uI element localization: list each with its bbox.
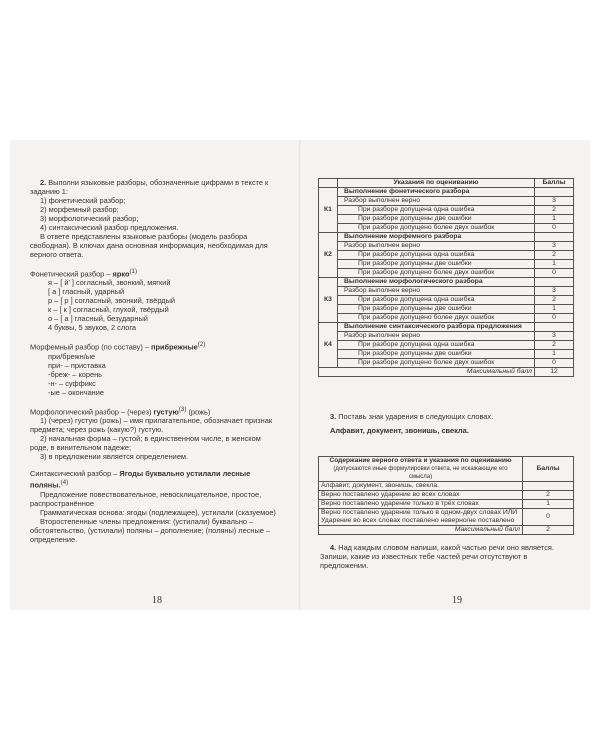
score-points: 0 [523, 509, 574, 526]
task2-heading [30, 178, 280, 196]
phonetic-line: о – [ а ] гласный, безударный [48, 314, 148, 324]
synt-line: Предложение повествовательное, невосклицательное, простое, распространённое [30, 489, 262, 508]
score-row [319, 359, 574, 368]
morph-label: Морфологический разбор – (через) [30, 407, 154, 417]
score-row [319, 287, 574, 296]
score-description: При разборе допущены две ошибки [338, 260, 535, 269]
left-column [30, 178, 280, 544]
task3-words: Алфавит, документ, звонишь, свекла. [330, 426, 469, 435]
header3-points: Баллы [523, 457, 574, 482]
score-row [319, 269, 574, 278]
synt-sentence: Ягоды буквально устилали лесные поляны. [30, 469, 251, 490]
score-description: При разборе допущена одна ошибка [338, 296, 535, 305]
score-description: Разбор выполнен верно [338, 287, 535, 296]
task2-number: 2. [40, 178, 47, 187]
score-points: 2 [535, 341, 574, 350]
page-number-right: 19 [452, 595, 462, 606]
score-points: 1 [535, 350, 574, 359]
score-points: 0 [535, 269, 574, 278]
criteria-table3-body [319, 482, 574, 535]
score-points: 2 [535, 296, 574, 305]
task2-items [30, 196, 280, 232]
phonetic-line: 4 буквы, 5 звуков, 2 слога [48, 323, 136, 333]
task4-text [320, 543, 574, 570]
criteria-table3-header [319, 457, 574, 482]
morph-tail: (рожь) [186, 407, 211, 417]
score-description: При разборе допущена одна ошибка [338, 251, 535, 260]
morphemic-heading [30, 340, 280, 351]
phonetic-word: ярко [112, 269, 130, 279]
criterion-row [319, 233, 574, 242]
synt-line: Грамматическая основа: ягоды (подлежащее), устилали (сказуемое) [40, 507, 276, 517]
synt-lines [30, 490, 280, 544]
score-points: 3 [535, 242, 574, 251]
score-row [319, 224, 574, 233]
score-row [319, 314, 574, 323]
score-description: При разборе допущена одна ошибка [338, 341, 535, 350]
morph-line: 3) в предложении является определением. [40, 452, 189, 462]
morph-line: 2) начальная форма – густой; в единственном числе, в женском роде, в винительном падеже; [30, 434, 261, 453]
criterion-points-empty [535, 188, 574, 197]
score-description: Разбор выполнен верно [338, 197, 535, 206]
header3-content [319, 457, 523, 482]
phonetic-line: я – [ й' ] согласный, звонкий, мягкий [48, 278, 171, 288]
score-points: 3 [535, 197, 574, 206]
score-row [319, 305, 574, 314]
score-points: 0 [535, 359, 574, 368]
score-description: Верно поставлено ударение только в трёх словах [319, 500, 523, 509]
header-points: Баллы [535, 179, 574, 188]
morph-line: 1) (через) густую (рожь) – имя прилагательное, обозначает признак предмета; через рожь (какую?) густую. [30, 416, 273, 435]
score-description: При разборе допущено более двух ошибок [338, 224, 535, 233]
score-points: 2 [535, 206, 574, 215]
morphemic-line: -ые – окончание [48, 387, 105, 397]
phonetic-sup: (1) [129, 268, 137, 275]
phonetic-label: Фонетический разбор – [30, 269, 113, 279]
criteria-table-body [319, 188, 574, 377]
header3-sub: (допускаются иные формулировки ответа, не искажающие его смысла) [333, 466, 508, 480]
score-row [319, 251, 574, 260]
morph-sup: (3) [178, 405, 187, 413]
task3-block [320, 412, 574, 435]
phonetic-line: к – [ к ] согласный, глухой, твёрдый [48, 305, 169, 315]
score-row [319, 500, 574, 509]
synt-line: Второстепенные члены предложения: (устилали) буквально – обстоятельство, (устилали) поляны – дополнение; (поляны) лесные – определение. [30, 516, 271, 544]
task3-heading [320, 412, 574, 421]
task2-item: 4) синтаксический разбор предложения. [40, 223, 179, 232]
max-score-row [319, 526, 574, 535]
score-row [319, 350, 574, 359]
task4-block [320, 543, 574, 570]
criterion-title: Выполнение морфологического разбора [338, 278, 535, 287]
synt-sup: (4) [60, 479, 69, 487]
score-points: 2 [523, 491, 574, 500]
task2-note: В ответе представлены языковые разборы (модель разбора свободная). В ключах дана основная информация, необходимая для верного ответа. [30, 232, 268, 259]
score-row [319, 260, 574, 269]
score-row [319, 206, 574, 215]
score-description: При разборе допущены две ошибки [338, 215, 535, 224]
morphemic-word: прибрежные [151, 342, 198, 352]
morphemic-line: при- – приставка [48, 360, 106, 370]
score-description: Разбор выполнен верно [338, 242, 535, 251]
score-description: При разборе допущены две ошибки [338, 305, 535, 314]
task2-text: Выполни языковые разборы, обозначенные цифрами в тексте к заданию 1: [30, 178, 269, 196]
score-description: При разборе допущены две ошибки [338, 350, 535, 359]
left-page [10, 140, 300, 610]
score-points: 3 [535, 287, 574, 296]
right-page [300, 140, 590, 610]
score-description: При разборе допущено более двух ошибок [338, 269, 535, 278]
task2-item: 1) фонетический разбор; [40, 196, 126, 205]
task2-item: 3) морфологический разбор; [40, 214, 139, 223]
morphemic-sup: (2) [197, 341, 206, 349]
score-points: 2 [535, 251, 574, 260]
score-description: При разборе допущена одна ошибка [338, 206, 535, 215]
morphemic-line: -бреж- – корень [48, 369, 103, 379]
score-row [319, 215, 574, 224]
synt-heading [30, 469, 280, 489]
criteria-table-task3 [318, 456, 574, 535]
morphemic-lines [30, 352, 280, 397]
criterion-code: К1 [319, 188, 338, 233]
task4-number: 4. [330, 543, 337, 552]
task4-body: Над каждым словом напиши, какой частью речи оно является. Запиши, какие из известных тебе частей речи отсутствуют в предложении. [320, 543, 554, 570]
max-score-row [319, 368, 574, 377]
criteria-table-task2 [318, 178, 574, 377]
score-description: Разбор выполнен верно [338, 332, 535, 341]
morph-word: густую [153, 407, 179, 417]
morph-heading [30, 405, 280, 416]
score-description: Верно поставлено ударение только в одном-двух словах ИЛИ Ударение во всех словах поставлено неверно/не поставлено [319, 509, 523, 526]
max-score-label: Максимальный балл [319, 526, 523, 535]
phonetic-line: р – [ р ] согласный, звонкий, твёрдый [48, 296, 176, 306]
criteria-table-header [319, 179, 574, 188]
header3-main: Содержание верного ответа и указания по оцениванию [329, 457, 512, 464]
criterion-points-empty [535, 278, 574, 287]
criterion-title: Выполнение синтаксического разбора предложения [338, 323, 535, 332]
morph-lines [30, 416, 280, 461]
morphemic-line: -н- – суффикс [48, 378, 96, 388]
criterion-row [319, 188, 574, 197]
score-description: Верно поставлено ударение во всех словах [319, 491, 523, 500]
score-points: 1 [535, 215, 574, 224]
score-row [319, 296, 574, 305]
book-spread [10, 140, 590, 610]
score-row [319, 197, 574, 206]
phonetic-lines [30, 278, 280, 332]
criterion-title: Выполнение фонетического разбора [338, 188, 535, 197]
header-criteria: Указания по оцениванию [338, 179, 535, 188]
score-points: 0 [535, 224, 574, 233]
criterion-code: К2 [319, 233, 338, 278]
criterion-title: Выполнение морфемного разбора [338, 233, 535, 242]
score-points: 0 [535, 314, 574, 323]
score-row [319, 509, 574, 526]
page-number-left: 18 [152, 595, 162, 606]
score-description: При разборе допущено более двух ошибок [338, 359, 535, 368]
max-score-label: Максимальный балл [319, 368, 535, 377]
score-points: 1 [523, 500, 574, 509]
max-score-value: 12 [535, 368, 574, 377]
criterion-code: К4 [319, 323, 338, 368]
answer-points-empty [523, 482, 574, 491]
criterion-points-empty [535, 233, 574, 242]
max-score-value: 2 [523, 526, 574, 535]
score-points: 3 [535, 332, 574, 341]
score-row [319, 491, 574, 500]
morphemic-label: Морфемный разбор (по составу) – [30, 342, 152, 352]
task3-text: Поставь знак ударения в следующих словах. [336, 412, 494, 421]
score-points: 1 [535, 260, 574, 269]
synt-label: Синтаксический разбор – [30, 469, 120, 479]
answer-words: Алфавит, документ, звонишь, свекла. [319, 482, 523, 491]
criterion-points-empty [535, 323, 574, 332]
score-row [319, 242, 574, 251]
header-code-cell [319, 179, 338, 188]
score-row [319, 332, 574, 341]
score-points: 1 [535, 305, 574, 314]
answer-row [319, 482, 574, 491]
score-description: При разборе допущено более двух ошибок [338, 314, 535, 323]
morphemic-line: при/брежн/ые [48, 351, 96, 361]
criterion-row [319, 323, 574, 332]
criterion-row [319, 278, 574, 287]
score-row [319, 341, 574, 350]
criterion-code: К3 [319, 278, 338, 323]
task2-item: 2) морфемный разбор; [40, 205, 119, 214]
task3-number: 3. [330, 412, 337, 421]
phonetic-heading [30, 267, 280, 278]
phonetic-line: [ а ] гласный, ударный [48, 287, 125, 297]
